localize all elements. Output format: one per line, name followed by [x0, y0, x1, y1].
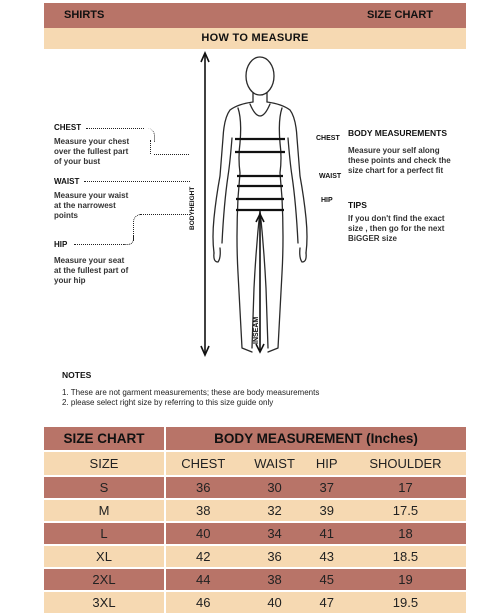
hip-leader-upper — [140, 214, 190, 215]
figure-right-hand — [300, 248, 306, 262]
shoulder-cell: 19 — [345, 568, 466, 591]
waist-cell: 38 — [240, 568, 308, 591]
chest-cell: 36 — [165, 476, 240, 499]
size-chart-table — [44, 427, 466, 615]
waist-cell: 32 — [240, 499, 308, 522]
subheader-bar — [44, 28, 466, 49]
tips-title: TIPS — [348, 200, 367, 210]
hip-title: HIP — [54, 240, 68, 249]
table-row — [44, 545, 466, 568]
figure-chest-label: CHEST — [316, 135, 340, 142]
table-row — [44, 568, 466, 591]
size-cell: S — [44, 476, 165, 499]
hip-cell: 41 — [309, 522, 345, 545]
figure-right-leg — [268, 198, 283, 352]
chest-cell: 40 — [165, 522, 240, 545]
size-cell: M — [44, 499, 165, 522]
chest-title: CHEST — [54, 123, 82, 132]
header-shirts: SHIRTS — [64, 9, 105, 21]
chest-cell: 42 — [165, 545, 240, 568]
size-cell: L — [44, 522, 165, 545]
tips-description: If you don't find the exact size , then go for the next BiGGER size — [348, 214, 445, 243]
table-row — [44, 591, 466, 614]
hip-leader — [74, 244, 124, 245]
size-cell: XL — [44, 545, 165, 568]
hip-cell: 39 — [309, 499, 345, 522]
figure-right-arm — [267, 102, 307, 253]
waist-cell: 40 — [240, 591, 308, 614]
waist-leader — [84, 181, 190, 182]
shoulder-cell: 19.5 — [345, 591, 466, 614]
size-cell: 2XL — [44, 568, 165, 591]
figure-left-hand — [214, 248, 220, 262]
figure-head — [246, 57, 274, 95]
hip-description: Measure your seat at the fullest part of your hip — [54, 256, 129, 285]
table-row — [44, 476, 466, 499]
body-measurements-title: BODY MEASUREMENTS — [348, 128, 448, 138]
shoulder-cell: 17.5 — [345, 499, 466, 522]
column-header-shoulder: SHOULDER — [345, 451, 466, 476]
shoulder-cell: 17 — [345, 476, 466, 499]
waist-cell: 30 — [240, 476, 308, 499]
note-item: 1. These are not garment measurements; these are body measurements — [62, 388, 320, 397]
waist-description: Measure your waist at the narrowest points — [54, 191, 129, 220]
shoulder-cell: 18 — [345, 522, 466, 545]
notes-list — [62, 388, 319, 408]
header-size-chart: SIZE CHART — [367, 9, 433, 21]
column-header-chest: CHEST — [165, 451, 240, 476]
figure-left-arm — [213, 102, 253, 253]
chest-cell: 46 — [165, 591, 240, 614]
table-row — [44, 522, 466, 545]
column-header-size: SIZE — [44, 451, 165, 476]
body-figure-diagram — [180, 48, 330, 360]
shoulder-cell: 18.5 — [345, 545, 466, 568]
header-bar — [44, 3, 466, 28]
waist-cell: 34 — [240, 522, 308, 545]
size-chart-title: SIZE CHART — [44, 427, 165, 451]
hip-cell: 37 — [309, 476, 345, 499]
figure-waist-label: WAIST — [319, 173, 342, 180]
note-item: 2. please select right size by referring to this size guide only — [62, 398, 274, 407]
figure-hip-label: HIP — [321, 197, 333, 204]
chest-cell: 44 — [165, 568, 240, 591]
hip-cell: 45 — [309, 568, 345, 591]
size-cell: 3XL — [44, 591, 165, 614]
hip-cell: 47 — [309, 591, 345, 614]
body-measurements-description: Measure your self along these points and check the size chart for a perfect fit — [348, 146, 451, 175]
how-to-measure-title: HOW TO MEASURE — [201, 32, 309, 44]
waist-cell: 36 — [240, 545, 308, 568]
chest-description: Measure your chest over the fullest part of your bust — [54, 137, 130, 166]
chest-leader — [86, 128, 144, 129]
chest-cell: 38 — [165, 499, 240, 522]
hip-cell: 43 — [309, 545, 345, 568]
body-measurement-title: BODY MEASUREMENT (Inches) — [165, 427, 466, 451]
table-row — [44, 499, 466, 522]
figure-left-leg — [237, 198, 252, 352]
waist-title: WAIST — [54, 177, 80, 186]
inseam-label: INSEAM — [253, 316, 260, 344]
column-header-hip: HIP — [309, 451, 345, 476]
column-header-waist: WAIST — [240, 451, 308, 476]
notes-title: NOTES — [62, 370, 92, 380]
bodyheight-label: BODYHEIGHT — [189, 186, 196, 230]
